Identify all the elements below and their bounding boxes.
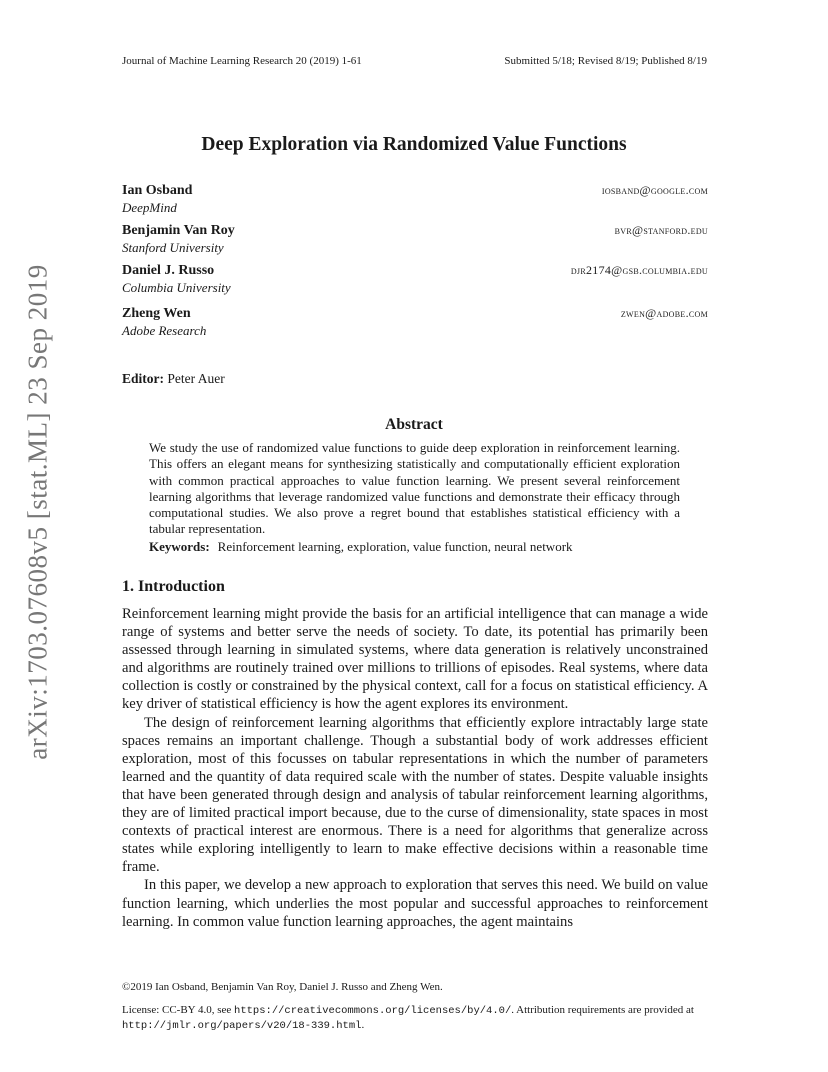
author-block [122,305,708,339]
keywords-label: Keywords: [149,539,210,554]
author-email[interactable]: iosband@google.com [601,183,708,197]
paragraph: The design of reinforcement learning algorithms that efficiently explore intractably large state spaces remains an important challenge. Though a substantial body of work addresses efficient exploration, most of this focusses on tabular representations in which the number of parameters learned and the quantity of data required scale with the number of states. Despite valuable insights that have been generated through design and analysis of tabular reinforcement learning algorithms, they are of limited practical import because, due to the curse of dimensionality, state spaces in most contexts of practical interest are enormous. There is a need for algorithms that generalize across states while exploring intelligently to learn to make effective decisions within a reasonable time frame. [122,714,708,876]
author-affiliation: Adobe Research [122,323,207,338]
paper-title: Deep Exploration via Randomized Value Functions [201,134,627,155]
paragraph: In this paper, we develop a new approach to exploration that serves this need. We build on value function learning, which underlies the most popular and successful approaches to reinforcement learning. In common value function learning approaches, the agent maintains [122,877,708,930]
journal-header: Journal of Machine Learning Research 20 (2019) 1-61 [122,55,362,67]
author-affiliation: DeepMind [122,200,177,215]
license-prefix: License: CC-BY 4.0, see [122,1003,232,1016]
keywords-list: Reinforcement learning, exploration, value function, neural network [217,539,573,554]
author-name: Zheng Wen [122,306,191,321]
publication-dates: Submitted 5/18; Revised 8/19; Published 8/19 [504,55,707,67]
author-block [122,222,708,256]
author-name: Daniel J. Russo [122,263,215,278]
keywords-line [149,539,680,555]
license-link[interactable]: https://creativecommons.org/licenses/by/4.0/ [234,1004,512,1017]
editor-label: Editor: [122,371,164,386]
copyright-line: ©2019 Ian Osband, Benjamin Van Roy, Daniel J. Russo and Zheng Wen. [122,981,443,993]
author-name: Ian Osband [122,183,193,198]
license-mid: . Attribution requirements are provided at [511,1003,694,1016]
author-email[interactable]: zwen@adobe.com [620,306,708,320]
author-email[interactable]: bvr@stanford.edu [614,223,708,237]
introduction-body [122,605,708,931]
license-line [122,1003,708,1034]
paragraph: Reinforcement learning might provide the basis for an artificial intelligence that can manage a wide range of systems and better serve the needs of society. To date, its potential has primarily been assessed through learning in simulated systems, where data generation is relatively unconstrained and algorithms are routinely trained over millions to trillions of episodes. Real systems, where data collection is costly or constrained by the physical context, call for a focus on statistical efficiency. A key driver of statistical efficiency is how the agent explores its environment. [122,606,708,713]
editor-name: Peter Auer [167,371,225,386]
author-affiliation: Columbia University [122,280,231,295]
author-affiliation: Stanford University [122,240,224,255]
section-heading: 1. Introduction [122,578,225,595]
abstract-heading: Abstract [385,416,443,433]
arxiv-stamp-text[interactable]: arXiv:1703.07608v5 [stat.ML] 23 Sep 2019 [22,264,53,760]
author-block [122,262,708,296]
author-name: Benjamin Van Roy [122,223,235,238]
author-block [122,182,708,216]
abstract-text: We study the use of randomized value functions to guide deep exploration in reinforcement learning. This offers an elegant means for synthesizing statistically and computationally efficient exploration with common practical approaches to value function learning. We present several reinforcement learning algorithms that leverage randomized value functions and demonstrate their efficacy through computational studies. We also prove a regret bound that establishes statistical efficiency with a tabular representation. [149,440,680,537]
license-end: . [361,1019,365,1031]
author-email[interactable]: djr2174@gsb.columbia.edu [570,263,708,277]
footnote [122,980,708,1034]
attribution-link[interactable]: http://jmlr.org/papers/v20/18-339.html [122,1020,362,1032]
editor-line [122,371,225,387]
